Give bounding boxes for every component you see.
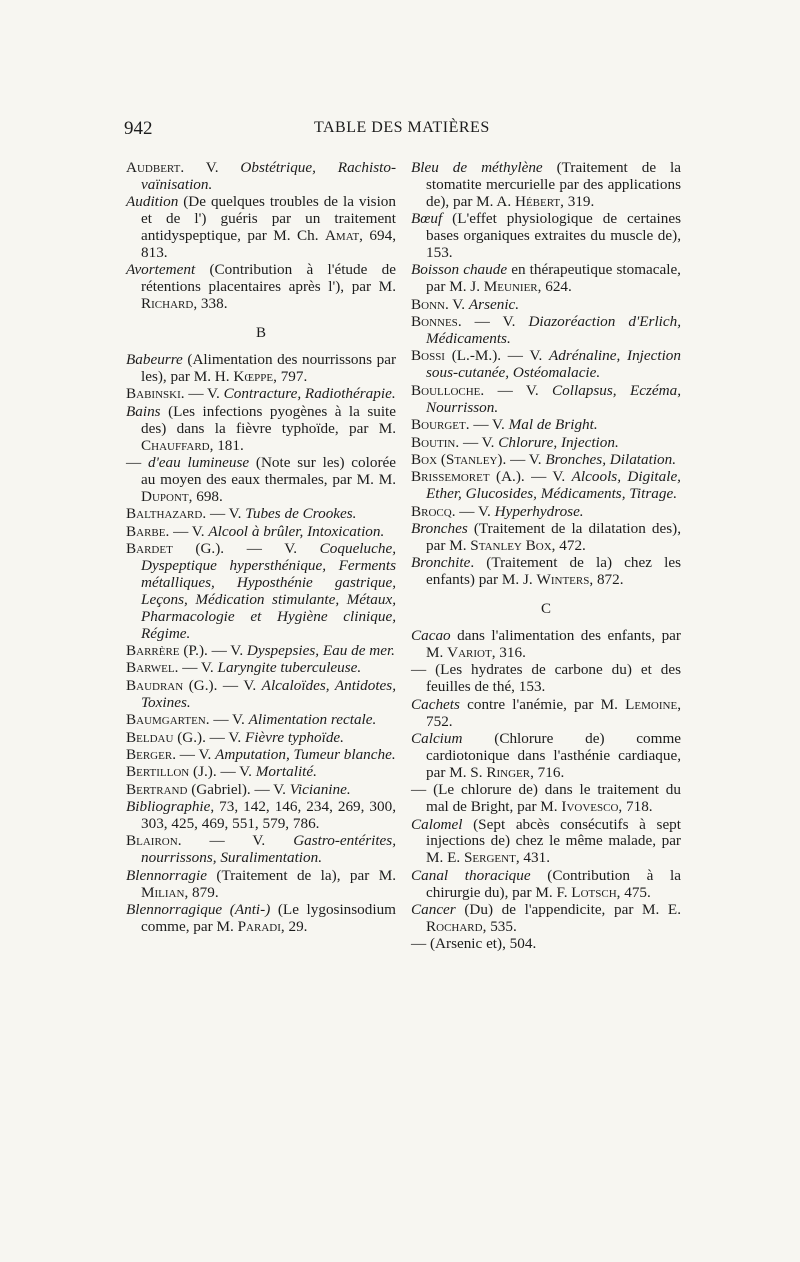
entry-term: Alcools, Digitale, Ether, Glucosides, Médicaments, Titrage. [426, 468, 681, 503]
entry-term: Bœuf [411, 210, 443, 228]
entry-term: Collapsus, Eczéma, Nourrisson. [426, 381, 682, 416]
entry-text: (Traitement de la dilatation des), par M. [426, 520, 681, 554]
entry-term: Hyperhydrose. [494, 502, 584, 520]
entry-text: — [126, 454, 148, 471]
entry-text: (Chlorure de) comme cardiotonique dans l'asthénie cardiaque, par M. S. [426, 730, 681, 781]
index-entry [126, 262, 396, 313]
entry-term: Tubes de Crookes. [245, 505, 357, 523]
entry-term: Dyspepsies, Eau de mer. [246, 641, 395, 659]
entry-text: (Traitement de la stomatite mercurielle par des applications de), par M. A. [426, 159, 681, 210]
entry-text: (Alimentation des nourrissons par les), par M. H. [141, 351, 396, 385]
entry-term: Blennorragie [126, 866, 207, 884]
entry-text: (Contribution à l'étude de rétentions placentaires après l'), par M. [141, 261, 396, 296]
entry-text: , 879. [184, 883, 219, 901]
index-entry [411, 731, 681, 782]
index-entry [126, 660, 396, 677]
author-name: Paradi [237, 917, 281, 935]
entry-text: (P.). — V. [179, 641, 247, 659]
index-entry [411, 211, 681, 262]
index-entry [411, 435, 681, 452]
author-name: Lotsch [571, 883, 617, 901]
author-name: Amat [324, 227, 360, 245]
entry-text: , 797. [273, 367, 308, 385]
author-name: Ivovesco [561, 798, 619, 816]
index-entry [411, 314, 681, 348]
author-name: Hébert [515, 192, 561, 210]
index-entry [126, 404, 396, 455]
index-entry [411, 521, 681, 555]
entry-text: , 718. [618, 798, 653, 816]
index-entry [126, 833, 396, 867]
author-name: Brocq [411, 502, 452, 520]
index-entry [411, 262, 681, 296]
author-name: Barbe [126, 522, 166, 540]
index-entry [411, 504, 681, 521]
entry-text: . V. [180, 159, 241, 176]
entry-text: , 535. [482, 917, 517, 935]
entry-term: Cachets [411, 695, 460, 713]
section-letter-b: B [255, 325, 266, 342]
index-entry [411, 469, 681, 503]
author-name: Kœppe [233, 367, 274, 385]
entry-text: (G.). — V. [173, 728, 245, 746]
entry-text: (G.). — V. [183, 676, 262, 694]
page-header [124, 118, 674, 140]
author-name: Ringer [486, 763, 531, 781]
index-entry [126, 712, 396, 729]
entry-term: Calcium [411, 730, 463, 747]
author-name: Bonnes [411, 313, 458, 331]
author-name: Winters [536, 571, 590, 589]
entry-text: , 698. [188, 487, 223, 505]
index-entry [126, 799, 396, 833]
entries-group [411, 160, 681, 589]
index-entry [126, 782, 396, 799]
entry-text: . (Traitement de la) chez les enfants) par M. J. [426, 554, 681, 589]
entry-term: Avortement [126, 261, 196, 279]
author-name: Rochard [426, 917, 483, 935]
entry-text: (Du) de l'appendicite, par M. E. [455, 901, 681, 919]
entry-term: Blennorragique (Anti-) [126, 901, 271, 919]
author-name: Bonn [411, 295, 445, 313]
index-entry [126, 160, 396, 194]
entry-text: , 716. [530, 763, 565, 781]
author-name: Bourget [411, 416, 466, 434]
author-name: Milian [141, 883, 185, 901]
entry-text: , 431. [515, 849, 550, 867]
entry-text: (Les infections pyogènes à la suite des) dans la fièvre typhoïde, par M. [141, 402, 396, 437]
entry-text: (De quelques troubles de la vision et de l') guéris par un traitement antidyspeptique, par M. Ch. [141, 193, 396, 245]
index-entry [411, 868, 681, 902]
entry-term: Calomel [411, 815, 463, 833]
index-entry [411, 452, 681, 469]
index-entry [411, 348, 681, 382]
entry-text: . — V. [451, 502, 495, 520]
index-entry [126, 764, 396, 781]
entry-term: Amputation, Tumeur blanche. [215, 745, 396, 763]
entry-term: Adrénaline, Injection sous-cutanée, Ostéomalacie. [426, 347, 681, 382]
entry-text: . V. [444, 295, 469, 313]
right-column [411, 160, 681, 954]
entry-text: (Contribution à la chirurgie du), par M. F. [426, 866, 682, 901]
entry-text: , 694, 813. [141, 227, 396, 262]
author-name: Audbert [126, 159, 181, 176]
author-name: Stanley Box [470, 536, 552, 554]
entry-term: Boisson chaude [411, 261, 508, 279]
entry-text: (Note sur les) colorée au moyen des eaux thermales, par M. M. [141, 454, 396, 488]
section-letter-c: C [540, 601, 551, 618]
entry-term: Bronches, Dilatation. [545, 450, 677, 468]
author-name: Bertrand [126, 780, 188, 798]
entry-text: . — V. [205, 711, 249, 729]
index-entry [411, 936, 681, 953]
entry-term: Chlorure, Injection. [498, 433, 619, 451]
index-entry [411, 902, 681, 936]
entry-text: — (Le chlorure de) dans le traitement du mal de Bright, par M. [411, 781, 681, 816]
entry-term: Bibliographie [126, 798, 211, 816]
author-name: Balthazard [126, 505, 203, 523]
entry-term: Canal thoracique [411, 866, 531, 884]
entry-term: Fièvre typhoïde. [245, 728, 344, 746]
author-name: Box (Stanley) [411, 450, 503, 468]
index-entry [126, 524, 396, 541]
entry-term: Contracture, Radiothérapie. [223, 385, 396, 403]
author-name: Blairon [126, 832, 178, 850]
entry-text: . — V. [455, 433, 499, 451]
index-entry [411, 697, 681, 731]
author-name: Babinski [126, 385, 181, 403]
entry-text: contre l'anémie, par M. [459, 695, 626, 713]
entry-text: . — V. [172, 745, 216, 763]
entry-term: Bleu de méthylène [411, 159, 543, 176]
entry-text: — (Les hydrates de carbone du) et des feuilles de thé, 153. [411, 661, 681, 696]
entry-text: . — V. [480, 381, 553, 399]
index-entry [411, 160, 681, 211]
author-name: Richard [141, 295, 194, 313]
index-entry [126, 352, 396, 386]
index-entry [411, 383, 681, 417]
index-entry [126, 868, 396, 902]
author-name: Boutin [411, 433, 456, 451]
author-name: Barwel [126, 659, 175, 677]
running-title: TABLE DES MATIÈRES [314, 119, 490, 136]
entry-term: Alcaloïdes, Antidotes, Toxines. [141, 676, 396, 711]
entry-text: en thérapeutique stomacale, par M. J. [426, 261, 681, 296]
entry-text: (L'effet physiologique de certaines bases organiques extraites du muscle de), 153. [426, 210, 681, 262]
entry-text: . — V. [180, 385, 224, 403]
entry-text: (Gabriel). — V. [187, 780, 290, 798]
entry-text: , 73, 142, 146, 234, 269, 300, 303, 425, 469, 551, 579, 786. [141, 798, 396, 833]
author-name: Barrère [126, 641, 180, 659]
author-name: Beldau [126, 728, 174, 746]
author-name: Lemoine [625, 695, 678, 713]
author-name: Bardet [126, 540, 173, 558]
entries-group [126, 352, 396, 936]
index-entry [411, 628, 681, 662]
entry-text: . — V. [177, 832, 294, 850]
entry-term: d'eau lumineuse [147, 454, 250, 471]
entry-term: Cancer [411, 901, 456, 919]
entry-text: , 872. [589, 571, 624, 589]
entry-text: , 181. [209, 436, 244, 454]
entry-term: Mal de Bright. [508, 416, 598, 434]
entry-text: dans l'alimentation des enfants, par M. [426, 627, 681, 661]
entry-term: Bains [126, 402, 161, 420]
entry-term: Alimentation rectale. [248, 711, 377, 729]
entry-term: Bronchite [411, 554, 471, 572]
entry-text: , 29. [280, 917, 308, 935]
index-entry [126, 506, 396, 523]
entry-text: . — V. [457, 313, 529, 331]
author-name: Sergent [463, 849, 516, 867]
entry-term: Laryngite tuberculeuse. [217, 659, 362, 677]
entry-text: (L.-M.). — V. [444, 347, 549, 365]
entry-text: , 338. [193, 295, 228, 313]
author-name: Baumgarten [126, 711, 206, 729]
entry-text: . — V. [465, 416, 509, 434]
entry-term: Babeurre [126, 351, 183, 369]
entry-text: . — V. [502, 450, 546, 468]
entry-text: , 752. [426, 695, 681, 730]
entry-text: . — V. [165, 522, 209, 540]
author-name: Brissemoret [411, 468, 490, 486]
entry-term: Audition [126, 193, 179, 211]
entry-text: , 624. [537, 278, 572, 296]
entry-text: , 472. [551, 536, 586, 554]
author-name: Baudran [126, 676, 184, 694]
author-name: Dupont [141, 487, 189, 505]
author-name: Bossi [411, 347, 445, 365]
author-name: Boulloche [411, 381, 481, 399]
index-entry [126, 455, 396, 506]
entry-text: (Le lygosinsodium comme, par M. [141, 901, 396, 935]
entry-term: Bronches [411, 520, 468, 538]
index-entry [126, 386, 396, 403]
entry-term: Obstétrique, Rachisto-vaïnisation. [141, 159, 397, 193]
index-entry [411, 555, 681, 589]
author-name: Variot [447, 643, 492, 661]
entry-text: (Traitement de la), par M. [207, 866, 396, 884]
index-entry [411, 662, 681, 696]
entry-text: , 475. [616, 883, 651, 901]
index-entry [411, 297, 681, 314]
entry-term: Arsenic. [468, 295, 520, 313]
author-name: Bertillon [126, 763, 190, 781]
entry-text: (Sept abcès consécutifs à sept injections de) chez le même malade, par M. E. [426, 815, 681, 867]
entries-group [411, 628, 681, 953]
index-entry [126, 541, 396, 642]
entry-text: , 319. [560, 192, 595, 210]
entry-term: Diazoréaction d'Erlich, Médicaments. [426, 313, 682, 348]
entry-text: , 316. [491, 643, 526, 661]
entry-term: Vicianine. [289, 780, 351, 798]
index-entry [126, 747, 396, 764]
entry-text: . — V. [202, 505, 246, 523]
entry-term: Gastro-entérites, nourrissons, Suralimentation. [141, 832, 396, 867]
author-name: Meunier [483, 278, 538, 296]
index-entry [126, 194, 396, 262]
index-entry [126, 730, 396, 747]
entry-term: Mortalité. [255, 763, 317, 781]
author-name: Chauffard [141, 436, 210, 454]
entry-text: (A.). — V. [489, 468, 572, 486]
author-name: Berger [126, 745, 173, 763]
index-entry [126, 643, 396, 660]
entries-group [126, 160, 396, 313]
index-entry [411, 782, 681, 816]
index-entry [126, 902, 396, 936]
entry-term: Cacao [411, 627, 451, 645]
page-number: 942 [124, 118, 153, 139]
entry-text: . — V. [174, 659, 218, 677]
entry-term: Alcool à brûler, Intoxication. [208, 522, 385, 540]
index-entry [411, 417, 681, 434]
index-entry [411, 817, 681, 868]
left-column [126, 160, 396, 936]
entry-term: Coqueluche, Dyspeptique hypersthénique, Ferments métalliques, Hyposthénie gastrique, Leçons, Médication stimulante, Métaux, Pharmacologie et Hygiène clinique, Régime. [141, 540, 396, 642]
entry-text: (J.). — V. [189, 763, 256, 781]
index-entry [126, 678, 396, 712]
entry-text: — (Arsenic et), 504. [411, 935, 537, 953]
entry-text: (G.). — V. [172, 540, 320, 558]
